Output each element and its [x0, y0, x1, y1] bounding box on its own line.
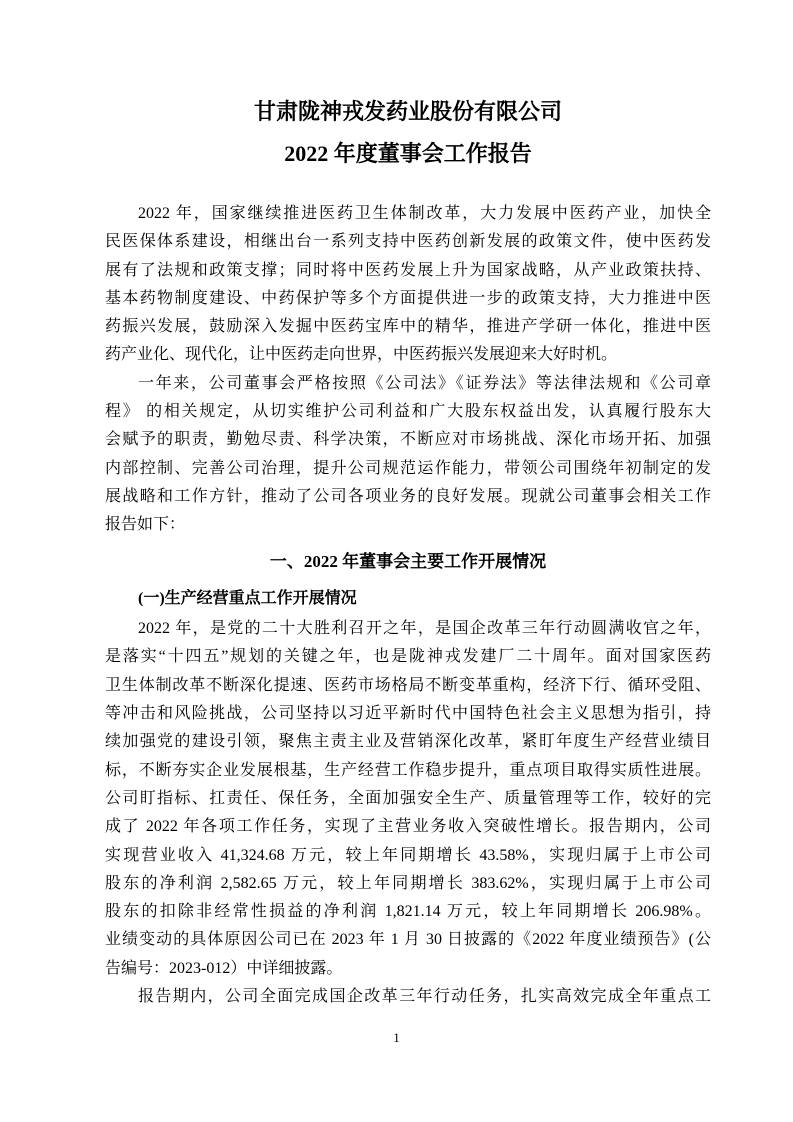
paragraph-board-overview [105, 370, 711, 540]
text-line: 报告期内，公司全面完成国企改革三年行动任务，扎实高效完成全年重点工 [138, 988, 711, 1006]
text-line: 业绩变动的具体原因公司已在 2023 年 1 月 30 日披露的《2022 年度业绩预告》(公 [105, 931, 711, 949]
text-line: 基本药物制度建设、中药保护等多个方面提供进一步的政策支持，大力推进中医 [105, 289, 711, 307]
document-content [105, 91, 711, 1011]
text-line: 实现营业收入 41,324.68 万元，较上年同期增长 43.58%，实现归属于上市公司 [105, 846, 711, 864]
text-line: 药振兴发展，鼓励深入发掘中医药宝库中的精华，推进产学研一体化，推进中医 [105, 318, 711, 336]
text-line: 程》 的相关规定，从切实维护公司利益和广大股东权益出发，认真履行股东大 [105, 403, 711, 421]
text-line: 展战略和工作方针，推动了公司各项业务的良好发展。现就公司董事会相关工作 [105, 487, 711, 505]
text-line: 一年来，公司董事会严格按照《公司法》《证券法》等法律法规和《公司章 [138, 374, 711, 392]
text-line: 2022 年，国家继续推进医药卫生体制改革，大力发展中医药产业，加快全 [138, 205, 711, 222]
section-heading-1: 一、2022 年董事会主要工作开展情况 [269, 551, 547, 571]
text-line: 等冲击和风险挑战，公司坚持以习近平新时代中国特色社会主义思想为指引，持 [105, 705, 711, 723]
text-line: 标，不断夯实企业发展根基，生产经营工作稳步提升，重点项目取得实质性进展。 [105, 761, 711, 779]
page-number: 1 [393, 1030, 400, 1045]
text-line: 是落实“十四五”规划的关键之年，也是陇神戎发建厂二十周年。面对国家医药 [105, 648, 711, 666]
document-title-report: 2022 年度董事会工作报告 [284, 141, 532, 166]
text-line: 股东的扣除非经常性损益的净利润 1,821.14 万元，较上年同期增长 206.98%。 [105, 903, 711, 921]
text-line: 卫生体制改革不断深化提速、医药市场格局不断变革重构，经济下行、循环受阻、 [105, 676, 711, 694]
paragraph-operations-results [105, 615, 711, 983]
text-line: 内部控制、完善公司治理，提升公司规范运作能力，带领公司围绕年初制定的发 [105, 459, 711, 477]
text-line: 报告如下： [105, 516, 186, 534]
paragraph-policy-environment [105, 200, 711, 370]
text-line: 股东的净利润 2,582.65 万元，较上年同期增长 383.62%，实现归属于上市公司 [105, 874, 711, 892]
text-line: 药产业化、现代化，让中医药走向世界，中医药振兴发展迎来大好时机。 [105, 346, 618, 364]
text-line: 公司盯指标、扛责任、保任务，全面加强安全生产、质量管理等工作，较好的完 [105, 789, 711, 807]
text-line: 告编号：2023-012）中详细披露。 [105, 959, 343, 977]
text-line: 会赋予的职责，勤勉尽责、科学决策，不断应对市场挑战、深化市场开拓、加强 [105, 431, 711, 449]
text-line: 续加强党的建设引领，聚焦主责主业及营销深化改革，紧盯年度生产经营业绩目 [105, 733, 711, 751]
document-title-company: 甘肃陇神戎发药业股份有限公司 [253, 99, 562, 124]
text-line: 2022 年，是党的二十大胜利召开之年，是国企改革三年行动圆满收官之年， [138, 620, 711, 638]
text-line: 展有了法规和政策支撑；同时将中医药发展上升为国家战略，从产业政策扶持、 [105, 261, 711, 279]
document-body [105, 200, 711, 1011]
subsection-heading-1-1: (一)生产经营重点工作开展情况 [138, 589, 357, 607]
text-line: 成了 2022 年各项工作任务，实现了主营业务收入突破性增长。报告期内，公司 [105, 818, 711, 836]
paragraph-soe-reform [105, 983, 711, 1011]
text-line: 民医保体系建设，相继出台一系列支持中医药创新发展的政策文件，使中医药发 [105, 233, 711, 251]
